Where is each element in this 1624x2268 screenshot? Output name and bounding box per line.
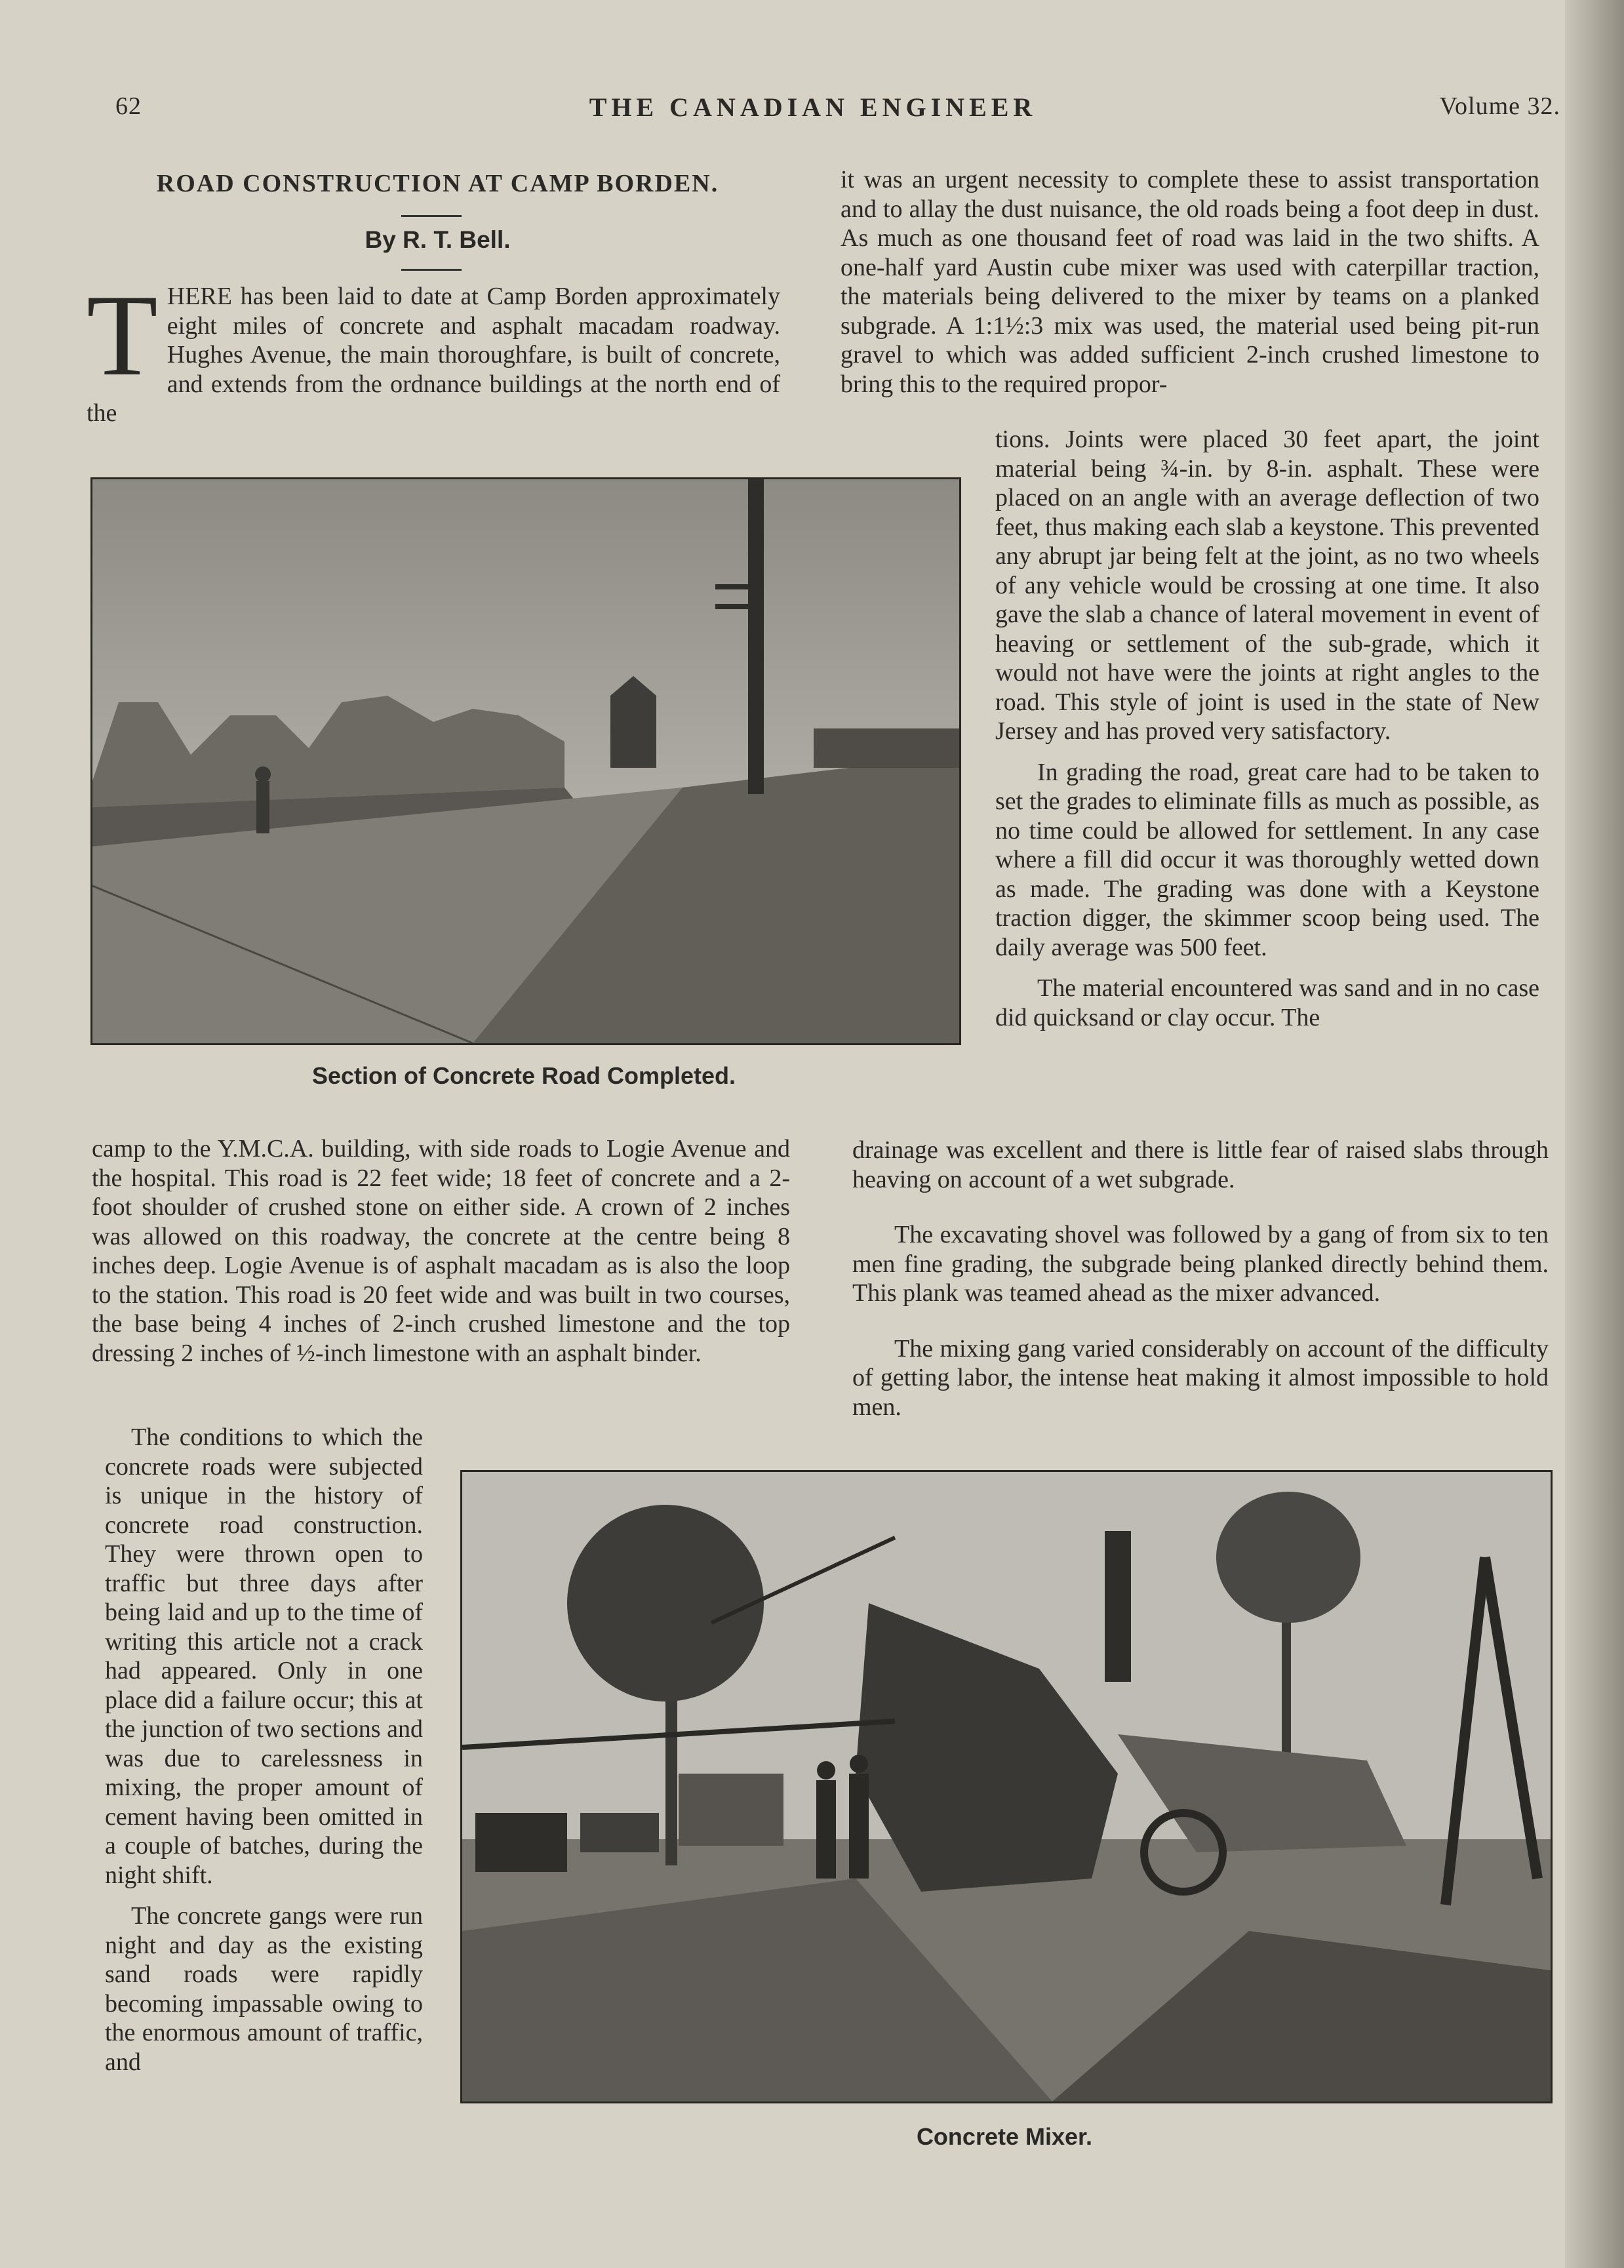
journal-title: THE CANADIAN ENGINEER [589,92,1037,122]
col2-top [841,165,1539,399]
article-title: ROAD CONSTRUCTION AT CAMP BORDEN. [156,170,719,197]
col1-narrow-p2: The concrete gangs were run night and day as the existing sand roads were rapidly becoming impassable owing to the enormous amount of traffic, and [105,1902,423,2076]
mixer-photo-image [462,1472,1551,2101]
col1-narrow-p1: The conditions to which the concrete roads were subjected is unique in the history of concrete road construction. They were thrown open to traffic but three days after being laid and up to the time of writing this article not a crack had appeared. Only in one place did a failure occur; this at the junction of two sections and was due to carelessness in mixing, the proper amount of cement having been omitted in a couple of batches, during the night shift. [105,1423,423,1889]
col2-narrow [995,425,1539,1032]
page-number: 62 [115,92,142,120]
col2-narrow-p3: The material encountered was sand and in no case did quicksand or clay occur. The [995,974,1539,1031]
col2-p4: The excavating shovel was followed by a gang of from six to ten men fine grading, the subgrade being planked directly behind them. This plank was teamed ahead as the mixer advanced. [852,1221,1549,1307]
road-photo-caption: Section of Concrete Road Completed. [311,1062,736,1089]
col2-narrow-p2: In grading the road, great care had to be taken to set the grades to eliminate fills as much as possible, as no time could be allowed for settlement. In any case where a fill did occur it was thoroughly wetted down as made. The grading was done with a Keystone traction digger, the skimmer scoop being used. The daily average was 500 feet. [995,758,1539,961]
col1-continued [92,1134,790,1368]
col2-continued [852,1136,1549,1422]
mixer-photo [460,1470,1553,2103]
page-edge [1565,0,1624,2268]
volume-label: Volume 32. [1439,92,1560,120]
byline: By R. T. Bell. [365,226,511,253]
road-photo-image [92,479,959,1043]
title-rule [401,215,462,217]
road-photo [90,477,961,1045]
col1-narrow [105,1423,423,2077]
mixer-photo-caption: Concrete Mixer. [916,2123,1093,2150]
col2-p3-rest: drainage was excellent and there is little fear of raised slabs through heaving on account of a wet subgrade. [852,1136,1549,1193]
col2-narrow-p1: tions. Joints were placed 30 feet apart, the joint material being ¾-in. by 8-in. asphalt. These were placed on an angle with an average deflection of two feet, thus making each slab a keystone. This prevented any abrupt jar being felt at the joint, as no two wheels of any vehicle would be crossing at one time. It also gave the slab a chance of lateral movement in event of heaving or settlement of the sub-grade, which it would not have were the joints at right angles to the road. This style of joint is used in the state of New Jersey and has proved very satisfactory. [995,426,1539,745]
intro-text: HERE has been laid to date at Camp Borden approximately eight miles of concrete and asphalt macadam roadway. Hughes Avenue, the main thoroughfare, is built of concrete, and extends from the ordnance buildings at the north end of the [87,283,780,427]
col2-p5: The mixing gang varied considerably on account of the difficulty of getting labor, the intense heat making it almost impossible to hold men. [852,1334,1549,1421]
intro-paragraph [87,270,780,428]
drop-cap: T [87,270,158,400]
col1-continued-text: camp to the Y.M.C.A. building, with side roads to Logie Avenue and the hospital. This road is 22 feet wide; 18 feet of concrete and a 2-foot shoulder of crushed stone on either side. A crown of 2 inches was allowed on this roadway, the concrete at the centre being 8 inches deep. Logie Avenue is of asphalt macadam as is also the loop to the station. This road is 20 feet wide and was built in two courses, the base being 4 inches of 2-inch crushed limestone and the top dressing 2 inches of ½-inch limestone with an asphalt binder. [92,1135,790,1367]
col2-top-text: it was an urgent necessity to complete these to assist transportation and to allay the dust nuisance, the old roads being a foot deep in dust. As much as one thousand feet of road was laid in the two shifts. A one-half yard Austin cube mixer was used with caterpillar traction, the materials being delivered to the mixer by teams on a planked subgrade. A 1:1½:3 mix was used, the material used being pit-run gravel to which was added sufficient 2-inch crushed limestone to bring this to the required propor- [841,166,1539,398]
byline-rule [401,269,462,271]
